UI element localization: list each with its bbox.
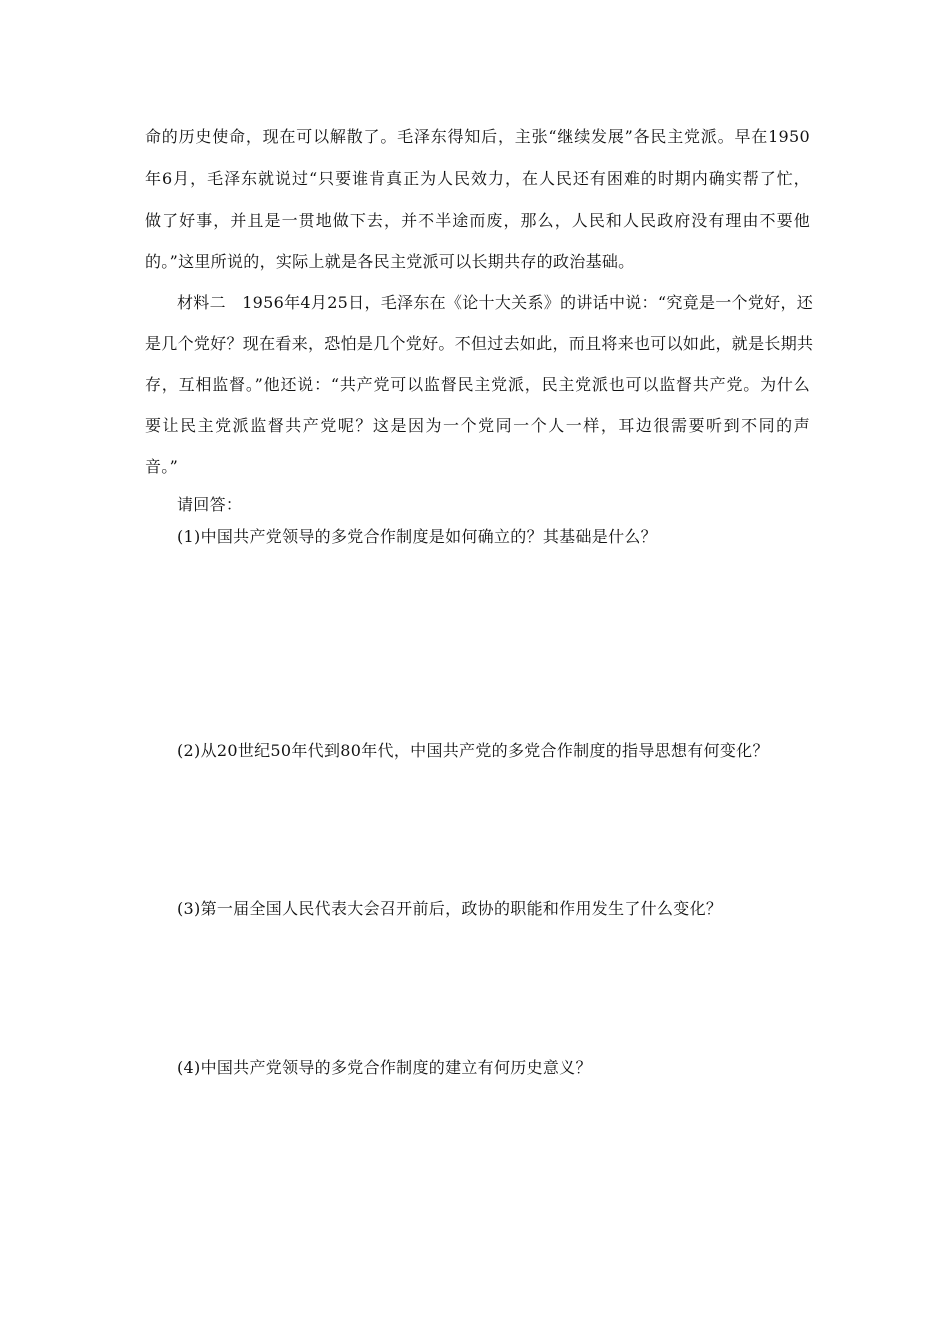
material-two-line-2: 是几个党好？现在看来，恐怕是几个党好。不但过去如此，而且将来也可以如此，就是长期共 (145, 334, 814, 353)
paragraph-line-2: 年6月，毛泽东就说过“只要谁肯真正为人民效力，在人民还有困难的时期内确实帮了忙， (145, 169, 810, 188)
question-4: (4)中国共产党领导的多党合作制度的建立有何历史意义？ (177, 1058, 592, 1077)
material-two-line-1: 材料二 1956年4月25日，毛泽东在《论十大关系》的讲话中说：“究竟是一个党好，还 (177, 293, 814, 312)
paragraph-line-1: 命的历史使命，现在可以解散了。毛泽东得知后，主张“继续发展”各民主党派。早在1950 (145, 127, 810, 146)
question-1: (1)中国共产党领导的多党合作制度是如何确立的？其基础是什么？ (177, 527, 657, 546)
material-two-line-4: 要让民主党派监督共产党呢？这是因为一个党同一个人一样，耳边很需要听到不同的声 (145, 416, 810, 435)
material-two-line-5: 音。” (145, 457, 179, 476)
paragraph-line-3: 做了好事，并且是一贯地做下去，并不半途而废，那么，人民和人民政府没有理由不要他 (145, 211, 810, 230)
question-3: (3)第一届全国人民代表大会召开前后，政协的职能和作用发生了什么变化？ (177, 899, 723, 918)
question-2: (2)从20世纪50年代到80年代，中国共产党的多党合作制度的指导思想有何变化？ (177, 741, 769, 760)
paragraph-line-4: 的。”这里所说的，实际上就是各民主党派可以长期共存的政治基础。 (145, 252, 635, 271)
material-two-line-3: 存，互相监督。”他还说：“共产党可以监督民主党派，民主党派也可以监督共产党。为什么 (145, 375, 810, 394)
answer-prompt: 请回答： (177, 495, 243, 514)
